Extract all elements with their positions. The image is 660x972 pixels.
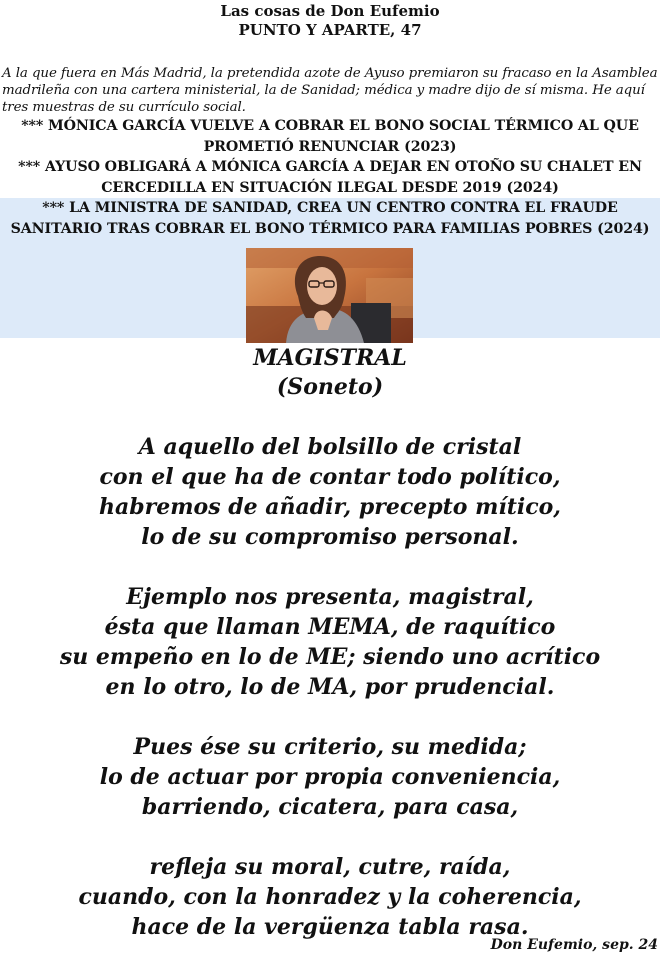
headline-2: *** AYUSO OBLIGARÁ A MÓNICA GARCÍA A DEJAR EN OTOÑO SU CHALET EN CERCEDILLA EN SITUACIÓN ILEGAL DESDE 2019 (2024): [18, 159, 642, 196]
poem-title: MAGISTRAL: [253, 345, 407, 371]
minister-photo: [246, 248, 413, 343]
verse: refleja su moral, cutre, raída,: [149, 854, 511, 880]
verse: barriendo, cicatera, para casa,: [141, 794, 519, 820]
stanza-1: [0, 432, 660, 552]
intro-paragraph: A la que fuera en Más Madrid, la pretendida azote de Ayuso premiaron su fracaso en la Asamblea madrileña con una cartera ministerial, la de Sanidad; médica y madre dijo de sí misma. He aquí tres muestras de su currículo social.: [2, 66, 658, 115]
verse: Ejemplo nos presenta, magistral,: [126, 584, 534, 610]
verse: en lo otro, lo de MA, por prudencial.: [105, 674, 555, 700]
verse: su empeño en lo de ME; siendo uno acrítico: [59, 644, 601, 670]
headline-3: *** LA MINISTRA DE SANIDAD, CREA UN CENTRO CONTRA EL FRAUDE SANITARIO TRAS COBRAR EL BONO TÉRMICO PARA FAMILIAS POBRES (2024): [10, 200, 650, 237]
verse: A aquello del bolsillo de cristal: [138, 434, 522, 460]
poem-subtitle: (Soneto): [276, 374, 384, 400]
author-signature: Don Eufemio, sep. 24: [490, 937, 658, 953]
verse: cuando, con la honradez y la coherencia,: [78, 884, 582, 910]
document-header: [0, 0, 660, 40]
verse: con el que ha de contar todo político,: [99, 464, 561, 490]
poem-heading: [0, 344, 660, 402]
headline-1: *** MÓNICA GARCÍA VUELVE A COBRAR EL BONO SOCIAL TÉRMICO AL QUE PROMETIÓ RENUNCIAR (2023): [21, 118, 639, 155]
verse: Pues ése su criterio, su medida;: [133, 734, 527, 760]
portrait-image: [246, 248, 413, 343]
verse: lo de su compromiso personal.: [141, 524, 519, 550]
issue-title: PUNTO Y APARTE, 47: [238, 21, 422, 39]
series-title: Las cosas de Don Eufemio: [220, 2, 440, 20]
stanza-2: [0, 582, 660, 702]
verse: habremos de añadir, precepto mítico,: [99, 494, 561, 520]
verse: hace de la vergüenza tabla rasa.: [131, 914, 529, 940]
stanza-3: [0, 732, 660, 822]
verse: ésta que llaman MEMA, de raquítico: [104, 614, 556, 640]
verse: lo de actuar por propia conveniencia,: [99, 764, 561, 790]
stanza-4: [0, 852, 660, 942]
poem-body: [0, 432, 660, 972]
